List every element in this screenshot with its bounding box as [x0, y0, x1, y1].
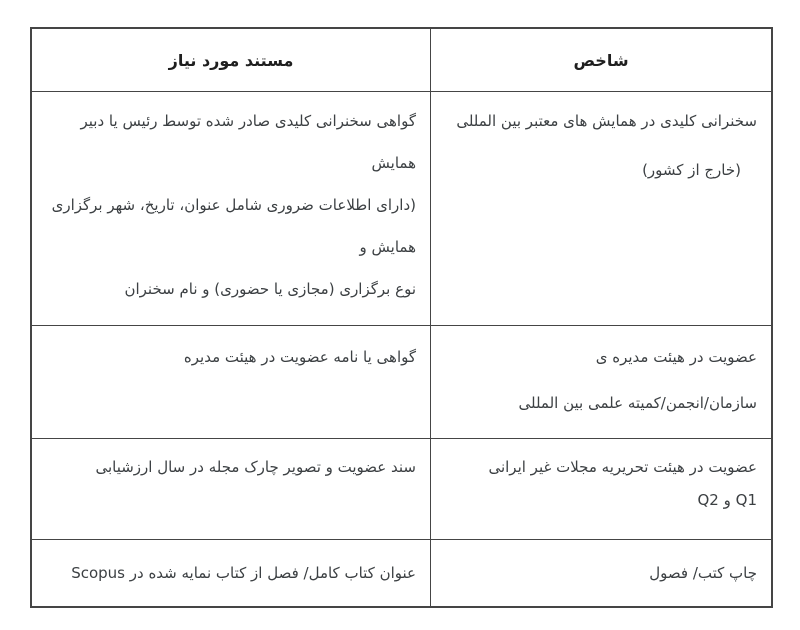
indicator-cell [430, 92, 771, 326]
indicator-cell [430, 439, 771, 540]
document-cell [32, 439, 430, 540]
document-text-line: عنوان کتاب کامل/ فصل از کتاب نمایه شده در Scopus [71, 564, 416, 582]
document-text-line: گواهی یا نامه عضویت در هیئت مدیره [183, 348, 416, 366]
document-text-line: (دارای اطلاعات ضروری شامل عنوان، تاریخ، شهر برگزاری [51, 196, 416, 214]
indicator-cell [430, 326, 771, 439]
indicator-text-line: (خارج از کشور) [642, 161, 741, 179]
indicator-text-line: عضویت در هیئت مدیره ی [595, 348, 757, 366]
document-column-header [32, 29, 430, 92]
document-text-line: گواهی سخنرانی کلیدی صادر شده توسط رئیس یا دبیر [80, 112, 416, 130]
document-cell [32, 540, 430, 606]
document-cell [32, 326, 430, 439]
document-text-line: نوع برگزاری (مجازی یا حضوری) و نام سخنران [124, 280, 416, 298]
document-cell [32, 92, 430, 326]
indicator-cell [430, 540, 771, 606]
indicator-text-line: Q1 و Q2 [697, 491, 757, 509]
document-text-line: سند عضویت و تصویر چارک مجله در سال ارزشیابی [95, 458, 416, 476]
indicator-header-label: شاخص [573, 50, 629, 70]
indicator-text-line: عضویت در هیئت تحریریه مجلات غیر ایرانی [488, 458, 757, 476]
indicator-text-line: سازمان/انجمن/کمیته علمی بین المللی [518, 394, 757, 412]
document-text-line: همایش و [359, 238, 416, 256]
indicator-text-line: سخنرانی کلیدی در همایش های معتبر بین المللی [456, 112, 757, 130]
indicator-text-line: چاپ کتب/ فصول [649, 564, 757, 582]
indicator-column-header [430, 29, 771, 92]
requirements-table [30, 27, 773, 608]
document-text-line: همایش [371, 154, 416, 172]
document-header-label: مستند مورد نیاز [168, 50, 294, 70]
